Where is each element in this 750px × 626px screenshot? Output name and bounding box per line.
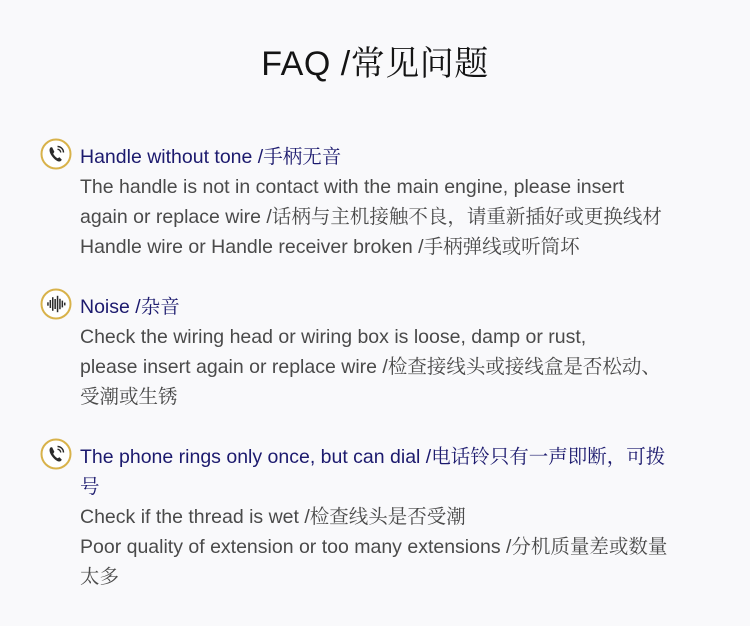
faq-question-line: The phone rings only once, but can dial /电话铃只有一声即断，可拨 — [80, 446, 666, 468]
faq-answer-line: Poor quality of extension or too many extensions /分机质量差或数量 — [80, 536, 668, 558]
sound-wave-icon — [40, 288, 72, 320]
faq-answer-line: 太多 — [80, 566, 120, 588]
faq-answer-line: Check the wiring head or wiring box is loose, damp or rust, — [80, 326, 587, 348]
faq-question: Handle without tone /手柄无音 — [80, 146, 342, 168]
page-title: FAQ /常见问题 — [261, 45, 489, 83]
phone-icon — [40, 138, 72, 170]
faq-answer-line: again or replace wire /话柄与主机接触不良，请重新插好或更换线材 — [80, 206, 662, 228]
faq-answer-line: Handle wire or Handle receiver broken /手柄弹线或听筒坏 — [80, 236, 580, 258]
faq-answer-line: 受潮或生锈 — [80, 386, 178, 408]
faq-answer-line: The handle is not in contact with the main engine, please insert — [80, 176, 625, 198]
faq-question-line: 号 — [80, 476, 100, 498]
faq-answer-line: please insert again or replace wire /检查接线头或接线盒是否松动、 — [80, 356, 661, 378]
faq-answer-line: Check if the thread is wet /检查线头是否受潮 — [80, 506, 466, 528]
phone-icon — [40, 438, 72, 470]
faq-question: Noise /杂音 — [80, 296, 180, 318]
